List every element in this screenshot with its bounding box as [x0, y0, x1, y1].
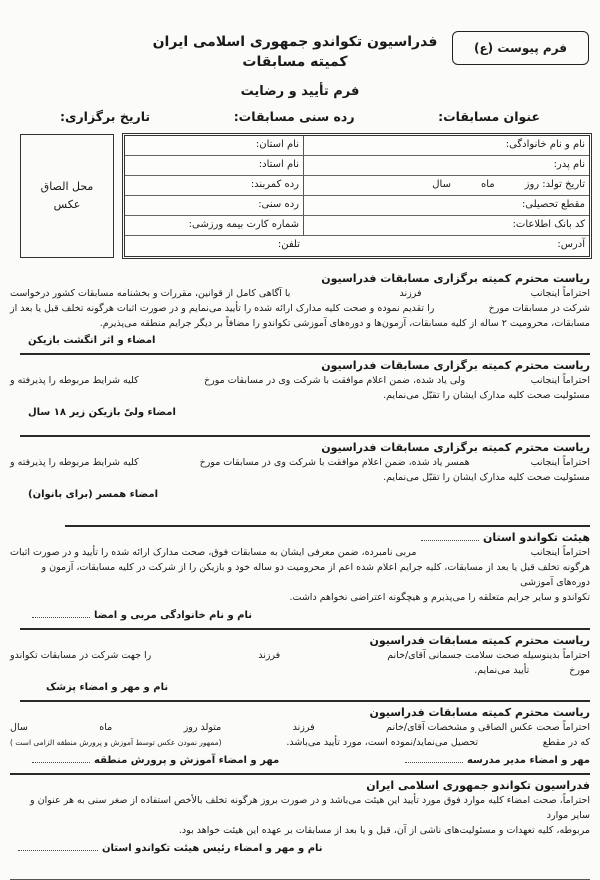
federation-line-2: مربوطه، کلیه تعهدات و مسئولیت‌های ناشی از آن، قبل و یا بعد از مسابقات بر عهده این هیئت خواهد بود.	[178, 825, 590, 836]
table-row	[125, 136, 589, 156]
doctor-line-1	[10, 648, 590, 663]
federation-section-heading: فدراسیون تکواندو جمهوری اسلامی ایران	[366, 779, 590, 792]
player-section-heading: ریاست محترم کمیته برگزاری مسابقات فدراسیون	[321, 272, 590, 285]
photo-label-line1: محل الصاق	[40, 180, 94, 193]
text: تأیید می‌نمایم.	[474, 665, 530, 676]
text: مهر و امضاء آموزش و پرورش منطقه	[94, 755, 280, 766]
birth-year-label: سال	[432, 179, 451, 190]
table-row	[125, 216, 589, 236]
text: با آگاهی کامل از قوانین، مقررات و بخشنامه مسابقات کشور درخواست	[10, 288, 291, 299]
database-code-field[interactable]: کد بانک اطلاعات:	[512, 219, 585, 230]
text: شرکت در مسابقات مورخ	[488, 303, 590, 314]
photo-placeholder[interactable]	[20, 134, 114, 258]
player-line-1	[10, 286, 590, 301]
event-date-field[interactable]: تاریخ برگزاری:	[60, 108, 151, 124]
birth-date-field[interactable]: تاریخ تولد: روز	[524, 179, 585, 190]
education-signature-label[interactable]	[10, 752, 279, 769]
text: مربی نامبرده، ضمن معرفی ایشان به مسابقات فوق، صحت مدارک ارائه شده را تأیید و در صورت اثبات	[10, 547, 417, 558]
signature-blank[interactable]	[32, 607, 90, 618]
birth-month-label: ماه	[480, 179, 495, 190]
principal-blank[interactable]	[405, 752, 463, 763]
declarations	[10, 268, 590, 880]
table-row	[125, 176, 589, 196]
text: ماه	[99, 722, 113, 733]
player-section	[10, 268, 590, 355]
text: کلیه شرایط مربوطه را پذیرفته و	[10, 457, 139, 468]
player-signature-label[interactable]: امضاء و اثر انگشت بازیکن	[28, 335, 156, 346]
text: احتراماً اینجانب	[530, 547, 590, 558]
text: متولد روز	[183, 722, 222, 733]
text: مورخ	[569, 665, 590, 676]
form-badge	[452, 31, 589, 65]
spouse-section-heading: ریاست محترم کمیته برگزاری مسابقات فدراسیون	[321, 441, 590, 454]
age-category-field[interactable]: رده سنی مسابقات:	[233, 108, 355, 124]
coach-signature-label[interactable]	[10, 607, 252, 624]
province-field[interactable]: نام استان:	[255, 139, 299, 150]
coach-line-3: تکواندو و سایر جرایم متعلقه را می‌پذیرم و هیچگونه اعتراضی نخواهم داشت.	[289, 592, 590, 603]
signature-blank[interactable]	[18, 840, 98, 851]
federation-signature-row	[10, 838, 590, 857]
text: سال	[10, 722, 28, 733]
phone-field[interactable]: تلفن:	[277, 239, 300, 250]
guardian-signature-row	[10, 403, 590, 421]
guardian-section-heading: ریاست محترم کمیته برگزاری مسابقات فدراسیون	[321, 359, 590, 372]
table-row	[125, 236, 589, 256]
text: تحصیل می‌نماید/نموده است، مورد تأیید می‌باشد.	[286, 737, 478, 748]
school-section-heading: ریاست محترم کمیته مسابقات فدراسیون	[369, 706, 590, 719]
doctor-signature-row	[10, 678, 590, 696]
federation-signature-label[interactable]	[10, 840, 323, 857]
spouse-signature-row	[10, 485, 590, 503]
spouse-section	[10, 437, 590, 527]
coach-signature-row	[10, 605, 590, 624]
education-level-field[interactable]: مقطع تحصیلی:	[521, 199, 585, 210]
federation-line-1: احتراماً، صحت امضاء کلیه موارد فوق مورد تأیید این هیئت می‌باشد و در صورت بروز هرگونه تخلف بالأخص استفاده از صغر سنی به هر عنوان و سایر موارد	[30, 795, 590, 821]
father-name-field[interactable]: نام پدر:	[553, 159, 585, 170]
education-blank[interactable]	[32, 752, 90, 763]
text: را جهت شرکت در مسابقات تکواندو	[10, 650, 152, 661]
text: هیئت تکواندو استان	[482, 531, 590, 544]
age-group-field[interactable]: رده سنی:	[258, 199, 299, 210]
table-row	[125, 196, 589, 216]
text: را تقدیم نموده و صحت کلیه مدارک ارائه شده را تأیید می‌نمایم و در صورت اثبات هرگونه تخلف قبل یا بعد از	[10, 303, 435, 314]
doctor-section	[10, 630, 590, 702]
guardian-line-2: مسئولیت صحت کلیه مدارک ایشان را تقبّل می‌نمایم.	[383, 390, 590, 401]
principal-signature-label[interactable]	[401, 752, 590, 769]
coach-line-2: هرگونه تخلف قبل یا بعد از مسابقات، کلیه جرایم اعلام شده اعم از محرومیت دو ساله خود و بازیکن را از شرکت در کلیه مسابقات، آزمون و دوره‌های آموزشی	[41, 562, 590, 588]
competition-meta-row	[10, 106, 590, 126]
spouse-signature-label[interactable]: امضاء همسر (برای بانوان)	[28, 489, 159, 500]
text: نام و نام خانوادگی مربی و امضا	[94, 610, 252, 621]
text: احتراماً اینجانب	[530, 375, 590, 386]
address-field[interactable]: آدرس:	[557, 239, 585, 250]
master-name-field[interactable]: نام استاد:	[258, 159, 299, 170]
committee-title: کمیته مسابقات	[242, 54, 348, 70]
text: مهر و امضاء مدیر مدرسه	[466, 755, 590, 766]
spouse-line-2: مسئولیت صحت کلیه مدارک ایشان را تقبّل می‌نمایم.	[383, 472, 590, 483]
text: (ممهور نمودن عکس توسط آموزش و پرورش منطقه الزامی است )	[10, 738, 222, 747]
school-section	[10, 702, 590, 775]
doctor-signature-label[interactable]: نام و مهر و امضاء پزشک	[46, 682, 169, 693]
text: احتراماً اینجانب	[530, 457, 590, 468]
text: که در مقطع	[542, 737, 590, 748]
belt-rank-field[interactable]: رده کمربند:	[250, 179, 299, 190]
federation-section	[10, 775, 590, 880]
guardian-section	[10, 355, 590, 437]
table-row	[125, 156, 589, 176]
text: فرزند	[292, 722, 315, 733]
school-line-2	[10, 735, 590, 750]
form-title: فرم تأیید و رضایت	[240, 84, 360, 99]
spouse-line-1	[10, 455, 590, 470]
text: فرزند	[399, 288, 422, 299]
player-signature-row	[10, 331, 590, 349]
doctor-section-heading: ریاست محترم کمیته مسابقات فدراسیون	[369, 634, 590, 647]
insurance-card-field[interactable]: شماره کارت بیمه ورزشی:	[188, 219, 299, 230]
text: احتراماً بدینوسیله صحت سلامت جسمانی آقای/خانم	[387, 650, 590, 661]
text: همسر یاد شده، ضمن اعلام موافقت با شرکت وی در مسابقات مورخ	[199, 457, 470, 468]
text: نام و مهر و امضاء رئیس هیئت تکواندو استان	[102, 843, 323, 854]
full-name-field[interactable]: نام و نام خانوادگی:	[505, 139, 585, 150]
school-signature-row	[10, 750, 590, 769]
form-badge-label: فرم پیوست (ع)	[473, 41, 568, 55]
player-line-2	[10, 301, 590, 316]
text: فرزند	[258, 650, 281, 661]
coach-section	[10, 527, 590, 630]
player-line-3: مسابقات، محرومیت ۲ ساله از کلیه مسابقات، آزمون‌ها و دوره‌های آموزشی تکواندو را مضافاً بر دیگر جرایم منطقه می‌پذیرم.	[99, 318, 590, 329]
school-line-1	[10, 720, 590, 735]
coach-line-1	[10, 545, 590, 560]
province-blank[interactable]	[421, 530, 479, 541]
guardian-signature-label[interactable]: امضاء ولیّ بازیکن زیر ۱۸ سال	[28, 407, 176, 418]
guardian-line-1	[10, 373, 590, 388]
federation-title: فدراسیون تکواندو جمهوری اسلامی ایران	[152, 34, 438, 50]
photo-label-line2: عکس	[53, 198, 81, 211]
text: ولی یاد شده، ضمن اعلام موافقت با شرکت وی در مسابقات مورخ	[203, 375, 466, 386]
doctor-line-2	[10, 663, 590, 678]
competition-title-field[interactable]: عنوان مسابقات:	[438, 108, 540, 124]
text: احتراماً اینجانب	[530, 288, 590, 299]
coach-section-heading	[10, 530, 590, 545]
text: کلیه شرایط مربوطه را پذیرفته و	[10, 375, 139, 386]
athlete-info-table	[122, 133, 592, 259]
text: احتراماً صحت عکس الصاقی و مشخصات آقای/خانم	[386, 722, 590, 733]
